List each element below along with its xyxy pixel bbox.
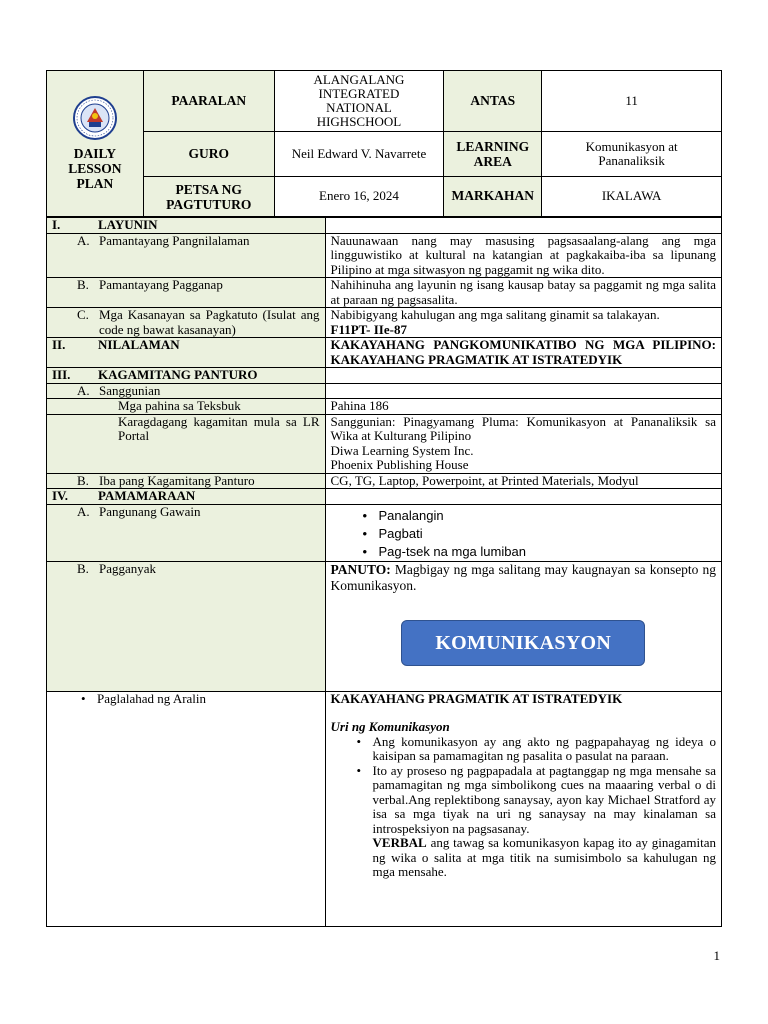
petsa-label: PETSA NG PAGTUTURO [143,177,274,217]
table-row [47,278,722,308]
item-letter: A. [77,232,90,248]
section-row [47,218,722,234]
table-row [47,473,722,489]
list-item: • Ang komunikasyon ay ang akto ng pagpapahayag ng ideya o kaisipan sa pamamagitan ng pasalita o pasulat na paraan. [373,735,716,764]
section-row [47,338,722,368]
reference-line: Sanggunian: Pinagyamang Pluma: Komunikasyon at Pananaliksik sa Wika at Kulturang Pilipino [330,413,716,443]
item-letter: A. [77,382,90,398]
item-letter: B. [77,560,89,576]
plan-title-line: LESSON [68,161,122,176]
row-label: Pamantayang Pangnilalaman [99,232,250,248]
table-row [47,233,722,278]
section-number: I. [52,217,61,232]
row-label: Karagdagang kagamitan mula sa LR Portal [47,414,326,473]
paglalahad-title: KAKAYAHANG PRAGMATIK AT ISTRATEDYIK [330,690,623,706]
section-number: IV. [52,488,69,503]
page-number: 1 [713,948,720,963]
table-row [47,561,722,691]
paglalahad-label: • Paglalahad ng Aralin [97,692,320,707]
panuto-text: Magbigay ng mga salitang may kaugnayan sa konsepto ng Komunikasyon. [330,561,716,593]
section-row [47,489,722,505]
row-value: CG, TG, Laptop, Powerpoint, at Printed Materials, Modyul [325,473,721,489]
list-item: • Panalangin [379,507,716,525]
markahan-value: IKALAWA [542,177,722,217]
paaralan-label: PAARALAN [143,71,274,132]
item-letter: B. [77,472,89,488]
competency-code: F11PT- IIe-87 [330,321,407,337]
row-label: Pagganyak [99,560,157,576]
item-letter: C. [77,307,89,322]
table-row [47,308,722,338]
section-number: III. [52,367,71,382]
row-label: Pangunang Gawain [99,503,201,519]
uri-heading: Uri ng Komunikasyon [330,719,450,734]
learning-area-value: Komunikasyon at Pananaliksik [542,132,722,177]
nilalaman-value: KAKAYAHANG PANGKOMUNIKATIBO NG MGA PILIPINO: KAKAYAHANG PRAGMATIK AT ISTRATEDYIK [325,338,721,368]
list-item: • Pagbati [379,525,716,543]
row-label: Mga pahina sa Teksbuk [47,399,326,415]
list-item: • Pag-tsek na mga lumiban [379,543,716,561]
table-row [47,414,722,473]
row-value: Nabibigyang kahulugan ang mga salitang ginamit sa talakayan. [330,307,660,322]
row-label: Pamantayang Pagganap [99,277,223,292]
petsa-value: Enero 16, 2024 [274,177,444,217]
guro-value: Neil Edward V. Navarrete [274,132,444,177]
learning-area-label: LEARNING AREA [444,132,542,177]
reference-line: Diwa Learning System Inc. [330,442,474,458]
header-table [46,70,722,217]
antas-value: 11 [542,71,722,132]
item-letter: A. [77,503,90,519]
verbal-word: VERBAL [372,835,427,850]
section-title-nilalaman: NILALAMAN [98,337,180,352]
list-item [373,764,716,880]
plan-title-line: PLAN [76,176,114,191]
table-row [47,399,722,415]
pangunang-gawain-list [331,507,716,561]
table-row [47,691,722,926]
deped-seal-icon [73,96,117,140]
row-label: Sanggunian [99,382,161,398]
plan-title [52,146,138,191]
row-value: Nahihinuha ang layunin ng isang kausap batay sa paggamit ng mga salita at paraan ng pagsasalita. [325,278,721,308]
bullet-text: Ito ay proseso ng pagpapadala at pagtanggap ng mga mensahe sa pamamagitan ng mga simbolikong cues na maaaring verbal o di verbal.Ang replektibong sanaysay, ayon kay Michael Stratford ay isa sa mga tiyak na uri ng sanaysay na may kinalaman sa introspeksiyon na pagsasanay. [372,762,716,836]
section-row [47,368,722,384]
item-letter: B. [77,277,89,292]
reference-line: Phoenix Publishing House [330,457,469,472]
section-number: II. [52,337,66,352]
panuto-label: PANUTO: [330,561,391,577]
row-value: Nauunawaan nang may masusing pagsasaalang-alang ang mga lingguwistiko at kultural na katangian at pagkakaiba-iba sa lipunang Pilipino at mga sitwasyon ng paggamit ng wika dito. [325,233,721,278]
paaralan-value: ALANGALANG INTEGRATED NATIONAL HIGHSCHOOL [274,71,444,132]
verbal-text: ang tawag sa komunikasyon kapag ito ay ginagamitan ng wika o salita at mga titik na sumisimbolo sa kahulugan ng mga mensahe. [372,835,717,879]
row-label: Iba pang Kagamitang Panturo [99,472,255,488]
section-title-kagamitan: KAGAMITANG PANTURO [98,367,258,382]
row-label: Mga Kasanayan sa Pagkatuto (Isulat ang code ng bawat kasanayan) [99,307,320,337]
lesson-body-table [46,217,722,927]
row-value: Pahina 186 [325,399,721,415]
table-row [47,504,722,561]
plan-title-line: DAILY [73,146,117,161]
section-title-layunin: LAYUNIN [98,217,158,232]
table-row [47,383,722,399]
markahan-label: MARKAHAN [444,177,542,217]
antas-label: ANTAS [444,71,542,132]
komunikasyon-button[interactable]: KOMUNIKASYON [401,620,645,666]
logo-cell [47,71,144,217]
section-title-pamamaraan: PAMAMARAAN [98,488,196,503]
guro-label: GURO [143,132,274,177]
lesson-plan-document [46,70,722,927]
